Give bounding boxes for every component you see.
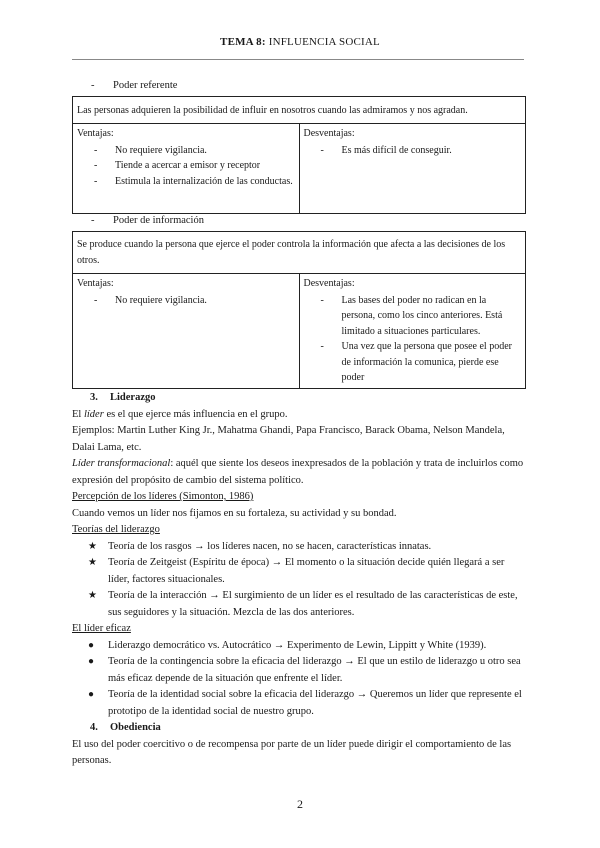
lider-term: líder	[83, 408, 104, 420]
list-item-text: Teoría de la interacción → El surgimiento de un líder es el resultado de las características de este, sus seguidores y la situación. Mezcla de las dos anteriores.	[108, 590, 518, 618]
star-icon: ★	[88, 557, 97, 568]
list-item: - Tiende a acercar a emisor y receptor	[77, 158, 295, 174]
poder-informacion-heading	[91, 215, 204, 226]
list-item	[72, 539, 528, 556]
poder-referente-heading	[91, 80, 177, 91]
list-item: - Una vez que la persona que posee el poder de información la comunica, pierde ese poder	[304, 339, 522, 386]
desventajas-label: Desventajas:	[303, 128, 355, 139]
list-item	[72, 654, 528, 687]
section-heading-obediencia	[72, 720, 528, 737]
list-item	[72, 555, 528, 588]
header-divider	[72, 59, 524, 60]
percepcion-paragraph: Cuando vemos un líder nos fijamos en su fortaleza, su actividad y su bondad.	[72, 507, 397, 519]
poder-referente-label: Poder referente	[113, 80, 178, 91]
poder-referente-description: Las personas adquieren la posibilidad de influir en nosotros cuando las admiramos y nos agradan.	[73, 97, 526, 124]
section-heading-liderazgo	[72, 390, 528, 407]
text-fragment: es el que ejerce más influencia en el grupo.	[103, 408, 288, 420]
ventajas-label: Ventajas:	[77, 278, 114, 289]
section-title: Obediencia	[110, 722, 161, 733]
list-item	[72, 687, 528, 720]
poder-informacion-label: Poder de información	[113, 215, 204, 226]
dash-icon: -	[91, 215, 95, 226]
list-item-text: Teoría de Zeitgeist (Espíritu de época) → El momento o la situación decide quién llegará a ser líder, factores situacionales.	[108, 557, 505, 585]
list-item	[72, 588, 528, 621]
lider-definition	[72, 407, 528, 424]
list-item	[72, 638, 528, 655]
page-title-bold: TEMA 8:	[220, 36, 266, 48]
poder-referente-desventajas	[299, 124, 526, 214]
teorias-heading: Teorías del liderazgo	[72, 524, 160, 535]
text-fragment: El	[72, 408, 84, 420]
page-title-rest: INFLUENCIA SOCIAL	[265, 36, 380, 48]
list-item: - Estimula la internalización de las conductas.	[77, 174, 295, 190]
list-item: - No requiere vigilancia.	[77, 143, 295, 159]
bullet-dot-icon: ●	[88, 656, 95, 667]
list-item-text: Teoría de la identidad social sobre la eficacia del liderazgo → Queremos un líder que represente el prototipo de la identidad social de nuestro grupo.	[108, 689, 522, 717]
poder-referente-ventajas	[73, 124, 300, 214]
bullet-dot-icon: ●	[88, 689, 95, 700]
page-title	[0, 36, 600, 48]
poder-informacion-desventajas	[299, 274, 526, 389]
section-title: Liderazgo	[110, 392, 156, 403]
page-number: 2	[297, 797, 303, 811]
section-number: 3.	[90, 392, 98, 403]
liderazgo-section	[72, 390, 528, 770]
eficaz-heading: El líder eficaz	[72, 623, 131, 634]
dash-icon: -	[91, 80, 95, 91]
section-number: 4.	[90, 722, 98, 733]
list-item-text: Liderazgo democrático vs. Autocrático → Experimento de Lewin, Lippitt y White (1939).	[108, 639, 487, 651]
ventajas-label: Ventajas:	[77, 128, 114, 139]
transformacional-term: Líder transformacional	[72, 458, 171, 469]
star-icon: ★	[88, 590, 97, 601]
bullet-dot-icon: ●	[88, 639, 95, 651]
list-item-text: Teoría de la contingencia sobre la eficacia del liderazgo → El que un estilo de liderazgo u otro sea más eficaz depende de la situación que enfrente el líder.	[108, 656, 521, 684]
percepcion-heading: Percepción de los líderes (Simonton, 1986)	[72, 491, 254, 502]
list-item-text: Teoría de los rasgos → los líderes nacen, no se hacen, características innatas.	[108, 540, 432, 552]
transformacional-paragraph	[72, 456, 528, 489]
star-icon: ★	[88, 540, 97, 552]
poder-informacion-description: Se produce cuando la persona que ejerce el poder controla la información que afecta a las decisiones de los otros.	[73, 232, 526, 274]
poder-informacion-ventajas	[73, 274, 300, 389]
poder-informacion-table	[72, 231, 526, 389]
poder-referente-table	[72, 96, 526, 214]
desventajas-label: Desventajas:	[303, 278, 355, 289]
ejemplos-paragraph: Ejemplos: Martin Luther King Jr., Mahatma Ghandi, Papa Francisco, Barack Obama, Nelson Mandela, Dalai Lama, etc.	[72, 425, 505, 453]
list-item: - Las bases del poder no radican en la persona, como los cinco anteriores. Está limitado a situaciones particulares.	[304, 293, 522, 340]
transformacional-text: : aquél que siente los deseos inexpresados de la población y trata de incluirlos como expresión del propósito de cambio del sistema político.	[72, 458, 524, 486]
list-item: - No requiere vigilancia.	[77, 293, 295, 309]
list-item: - Es más difícil de conseguir.	[304, 143, 522, 159]
obediencia-paragraph: El uso del poder coercitivo o de recompensa por parte de un líder puede dirigir el comportamiento de las personas.	[72, 738, 512, 766]
